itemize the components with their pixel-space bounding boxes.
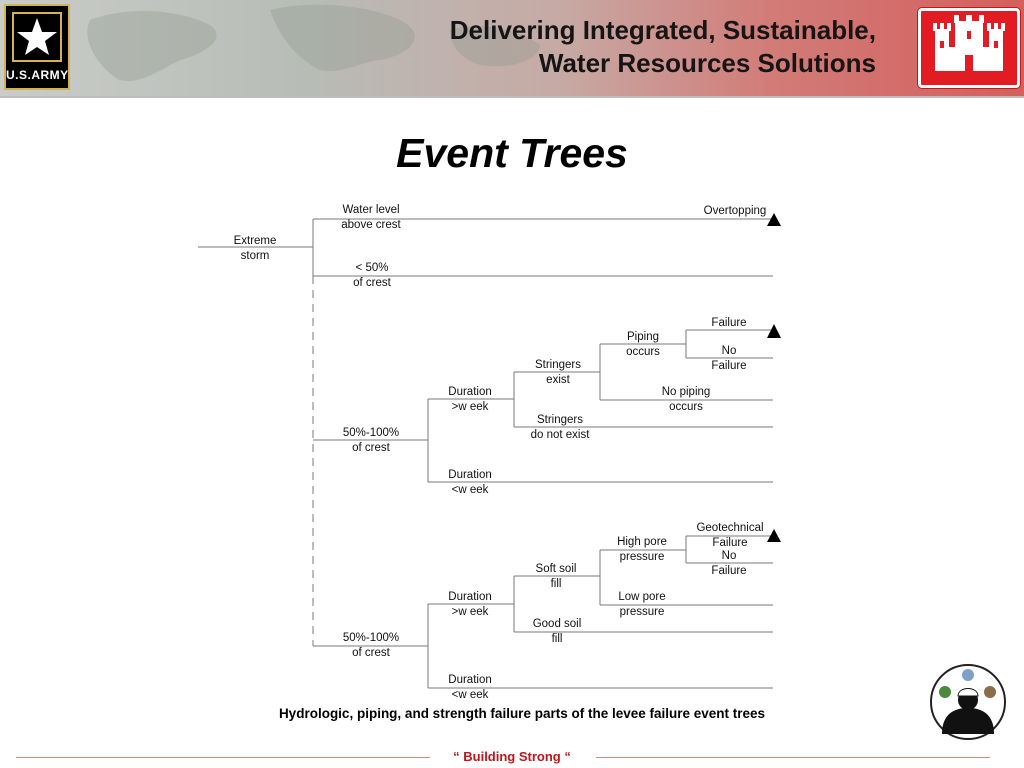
label-line: >w eek: [451, 606, 489, 618]
label-line: Duration: [448, 386, 492, 398]
label-line: <w eek: [451, 689, 489, 701]
label-line: occurs: [669, 401, 703, 413]
failure-triangle-icon: [767, 324, 781, 338]
node-lower-duration-long: [440, 590, 500, 620]
label-line: < 50%: [355, 262, 389, 274]
node-stringers-none: [519, 413, 601, 443]
label-line: pressure: [619, 551, 665, 563]
label-line: No piping: [661, 386, 711, 398]
label-line: pressure: [619, 606, 665, 618]
label-line: Stringers: [534, 359, 582, 371]
node-upper-range: [331, 426, 411, 456]
label-line: fill: [551, 633, 563, 645]
label-line: Good soil: [532, 618, 582, 630]
label-line: <w eek: [451, 484, 489, 496]
node-piping: [614, 330, 672, 360]
tagline-line-1: Delivering Integrated, Sustainable,: [449, 15, 876, 45]
node-upper-duration-short: [440, 468, 500, 498]
node-no-piping: [648, 385, 724, 415]
node-soft-soil: [524, 562, 588, 592]
node-geotechnical-failure: [690, 521, 770, 551]
label-line: Low pore: [618, 591, 666, 603]
node-lower-range: [331, 631, 411, 661]
label-line: do not exist: [530, 429, 590, 441]
node-extreme-storm: [226, 234, 284, 264]
label-line: Water level: [342, 204, 400, 216]
figure-caption: Hydrologic, piping, and strength failure parts of the levee failure event trees: [278, 706, 766, 721]
node-lower-duration-short: [440, 673, 500, 703]
label-line: 50%-100%: [342, 632, 400, 644]
label-line: 50%-100%: [342, 427, 400, 439]
label-line: Failure: [712, 537, 748, 549]
building-strong-emblem-icon: [928, 662, 1008, 742]
node-water-level: [331, 203, 411, 233]
label-line: storm: [240, 250, 270, 262]
label-line: Geotechnical: [696, 522, 764, 534]
slide-title: Event Trees: [396, 130, 628, 176]
node-stringers-exist: [522, 358, 594, 388]
label-line: of crest: [352, 442, 390, 454]
label-line: Duration: [448, 674, 492, 686]
label-line: occurs: [626, 346, 660, 358]
label-line: above crest: [341, 219, 401, 231]
army-logo-text: U.S.ARMY: [6, 68, 69, 82]
node-lower-no-failure: [700, 549, 758, 579]
label-line: Duration: [448, 469, 492, 481]
label-line: No: [721, 550, 737, 562]
label-line: of crest: [352, 647, 390, 659]
node-overtopping: Overtopping: [703, 205, 767, 217]
label-line: Stringers: [536, 414, 584, 426]
node-less-50-percent: [336, 261, 408, 291]
label-line: Failure: [711, 565, 747, 577]
label-line: No: [721, 345, 737, 357]
label-line: Duration: [448, 591, 492, 603]
node-low-pore: [608, 590, 676, 620]
node-high-pore: [608, 535, 676, 565]
tagline-line-2: Water Resources Solutions: [538, 48, 876, 78]
label-line: >w eek: [451, 401, 489, 413]
node-upper-duration-long: [440, 385, 500, 415]
node-good-soil: [524, 617, 590, 647]
label-line: Piping: [627, 331, 659, 343]
node-no-failure: [700, 344, 758, 374]
footer-slogan: “ Building Strong “: [453, 749, 571, 764]
node-failure: Failure: [711, 317, 747, 329]
label-line: Soft soil: [535, 563, 577, 575]
label-line: High pore: [617, 536, 667, 548]
label-line: of crest: [353, 277, 391, 289]
label-line: exist: [546, 374, 570, 386]
label-line: Failure: [711, 360, 747, 372]
label-line: fill: [550, 578, 562, 590]
label-line: Extreme: [233, 235, 277, 247]
